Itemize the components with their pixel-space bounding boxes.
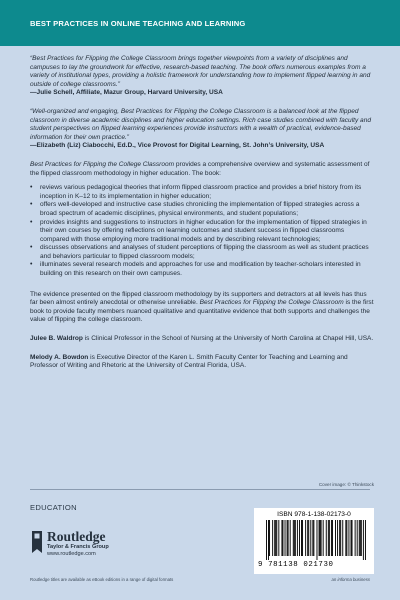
isbn-digits: 9 781138 021730 — [258, 561, 334, 569]
quote-1-text: “Best Practices for Flipping the College Classroom brings together viewpoints from a variety of disciplines and campuses to lay the groundwork for effective, research-based teaching. The book offers numerous examples from a variety of institutional types, providing a holistic framework for understanding how to implement flipped learning in and outside of college classrooms.” — [30, 55, 371, 88]
divider — [30, 489, 370, 490]
feature-item: • provides insights and suggestions to instructors in higher education for the implementation of flipped strategies in their own courses by offering reflections on learning outcomes and student success in flipped classrooms compared with those employing more traditional models and by describing relevant technologies; — [30, 219, 374, 245]
feature-list — [30, 184, 374, 279]
author-1-bio: is Clinical Professor in the School of Nursing at the University of North Carolina at Chapel Hill, USA. — [82, 335, 374, 343]
series-banner — [0, 0, 400, 46]
book-intro — [30, 161, 374, 178]
author-2-bio: is Executive Director of the Karen L. Smith Faculty Center for Teaching and Learning and Professor of Writing and Rhetoric at the University of Central Florida, USA. — [30, 353, 348, 370]
isbn-label: ISBN 978-1-138-02173-0 — [277, 511, 351, 518]
evidence-text-2: is the first book to provide faculty members nuanced qualitative and quantitative evidence that both supports and challenges the value of flipping the college classroom. — [30, 299, 374, 324]
barcode-icon — [266, 520, 366, 560]
publisher-group: Taylor & Francis Group — [47, 544, 109, 550]
feature-item: • offers well-developed and instructive case studies chronicling the implementation of flipped strategies across a broad spectrum of academic disciplines, physical environments, and student populations; — [30, 201, 374, 218]
feature-item: • discusses observations and analyses of student perceptions of flipping the classroom as well as student practices and behaviors particular to flipped classroom models; — [30, 244, 374, 261]
author-2-name: Melody A. Bowdon — [30, 353, 89, 361]
subject-category: EDUCATION — [30, 503, 77, 512]
series-title: BEST PRACTICES IN ONLINE TEACHING AND LEARNING — [30, 19, 246, 28]
quote-1-attribution: —Julie Schell, Affiliate, Mazur Group, Harvard University, USA — [30, 89, 223, 97]
back-cover-text — [30, 55, 374, 381]
evidence-book-title: Best Practices for Flipping the College Classroom — [199, 299, 344, 307]
cover-image-credit: Cover image: © Thinkstock — [318, 482, 374, 487]
routledge-logo-icon — [30, 530, 44, 554]
intro-text: provides a comprehensive overview and systematic assessment of the flipped classroom methodology in higher education. The book: — [30, 160, 370, 177]
publisher-block — [47, 530, 109, 558]
evidence-paragraph — [30, 291, 374, 325]
author-bio-2 — [30, 354, 374, 371]
author-bio-1 — [30, 335, 374, 344]
informa-tagline: an informa business — [331, 577, 370, 582]
feature-item: • reviews various pedagogical theories that inform flipped classroom practice and provides a brief history from its inception in K–12 to its implementation in higher education; — [30, 184, 374, 201]
publisher-url: www.routledge.com — [47, 551, 96, 557]
evidence-text-1: The evidence presented on the flipped classroom methodology by its supporters and detractors at all levels has thus far been almost entirely anecdotal or otherwise unreliable. — [30, 290, 367, 307]
quote-2-text: “Well-organized and engaging, Best Practices for Flipping the College Classroom is a balanced look at the flipped classroom in diverse academic disciplines and higher education settings. Rich case studies combined with faculty and student perspectives on flipped learning experiences provide instructors with a wealth of practical, evidence-based information for their own practice.” — [30, 107, 371, 141]
review-quote-2 — [30, 108, 374, 151]
publisher-name: Routledge — [47, 529, 106, 544]
feature-item: • illuminates several research models and approaches for use and modification by teacher-scholars interested in building on this research on their own campuses. — [30, 261, 374, 278]
isbn-barcode — [254, 508, 374, 574]
intro-book-title: Best Practices for Flipping the College Classroom — [30, 160, 175, 168]
review-quote-1 — [30, 55, 374, 98]
quote-2-attribution: —Elizabeth (Liz) Ciabocchi, Ed.D., Vice Provost for Digital Learning, St. John’s University, USA — [30, 142, 325, 150]
ebook-note: Routledge titles are available as eBook editions in a range of digital formats — [30, 577, 174, 582]
author-1-name: Julee B. Waldrop — [30, 335, 83, 343]
